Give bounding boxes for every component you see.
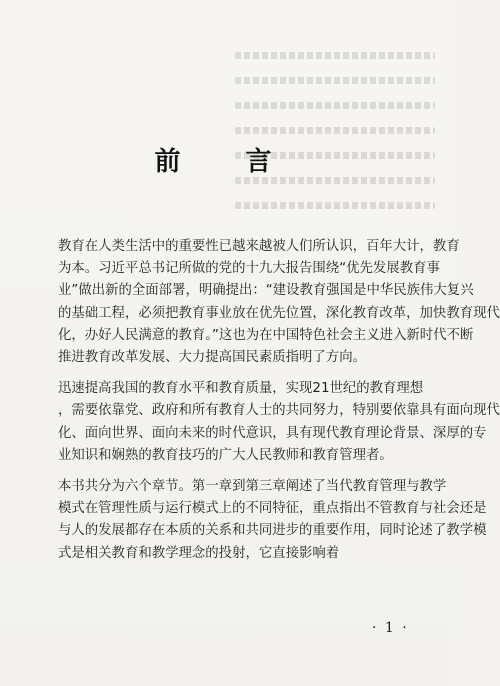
page-number: · 1 · <box>372 620 409 636</box>
page-title: 前 言 <box>154 147 300 177</box>
text-line: 业知识和娴熟的教育技巧的广大人民教师和教育管理者。 <box>58 447 393 463</box>
text-line: 为本。习近平总书记所做的党的十九大报告围绕“优先发展教育事 <box>58 261 440 277</box>
text-line: 推进教育改革发展、大力提高国民素质指明了方向。 <box>58 350 366 366</box>
text-line: 化，办好人民满意的教育。”这也为在中国特色社会主义进入新时代不断 <box>58 327 474 343</box>
text-line: 迅速提高我国的教育水平和教育质量，实现21世纪的教育理想 <box>58 381 424 397</box>
text-line: 模式在管理性质与运行模式上的不同特征，重点指出不管教育与社会还是 <box>58 501 487 517</box>
text-line: 业”做出新的全面部署，明确提出：“建设教育强国是中华民族伟大复兴 <box>58 283 474 299</box>
text-line: ，需要依靠党、政府和所有教育人士的共同努力，特别要依靠具有面向现代 <box>58 403 500 419</box>
body-text <box>58 236 500 574</box>
text-line: 与人的发展都存在本质的关系和共同进步的重要作用，同时论述了教学模 <box>58 523 487 539</box>
paragraph-2 <box>58 378 500 467</box>
text-line: 化、面向世界、面向未来的时代意识，具有现代教育理论背景、深厚的专 <box>58 425 487 441</box>
paragraph-1 <box>58 236 500 369</box>
text-line: 式是相关教育和教学理念的投射，它直接影响着 <box>58 545 340 561</box>
text-line: 的基础工程，必须把教育事业放在优先位置，深化教育改革，加快教育现代 <box>58 305 500 321</box>
text-line: 教育在人类生活中的重要性已越来越被人们所认识，百年大计，教育 <box>58 239 460 254</box>
paragraph-3 <box>58 476 487 565</box>
text-line: 本书共分为六个章节。第一章到第三章阐述了当代教育管理与教学 <box>58 479 447 495</box>
